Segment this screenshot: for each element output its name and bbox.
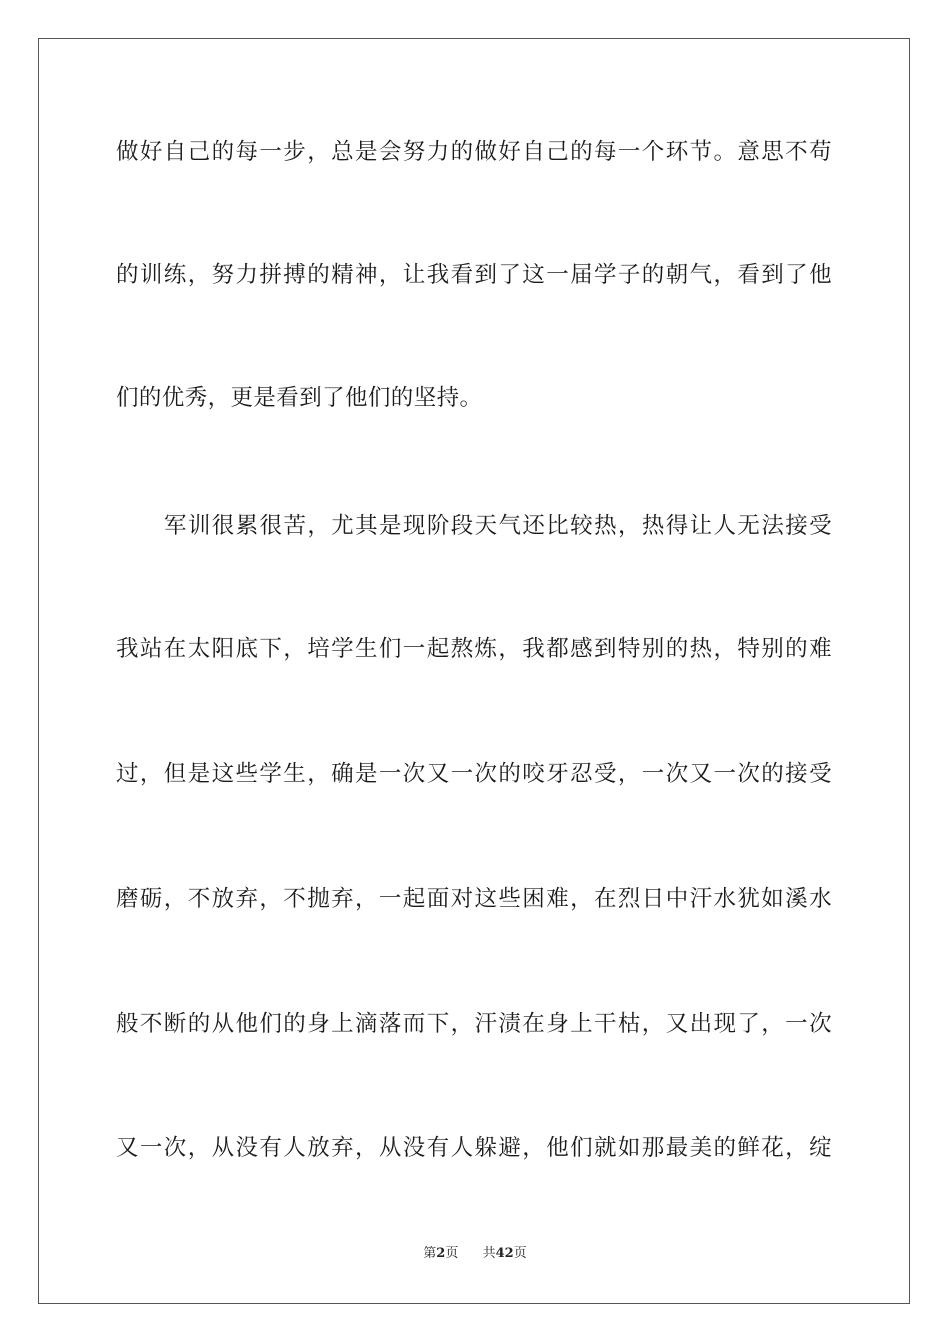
body-text-line: 般不断的从他们的身上滴落而下，汗渍在身上干枯，又出现了，一次 — [116, 1011, 832, 1037]
body-text-line: 们的优秀，更是看到了他们的坚持。 — [116, 385, 483, 411]
body-text-line: 做好自己的每一步，总是会努力的做好自己的每一个环节。意思不苟 — [116, 139, 832, 165]
page-prefix: 第 — [423, 1246, 437, 1261]
body-text-line: 的训练，努力拼搏的精神，让我看到了这一届学子的朝气，看到了他 — [116, 262, 832, 288]
page-footer — [0, 1246, 950, 1262]
total-prefix: 共 — [482, 1246, 496, 1261]
body-text-line: 又一次，从没有人放弃，从没有人躲避，他们就如那最美的鲜花，绽 — [116, 1135, 832, 1161]
page-suffix: 页 — [445, 1246, 459, 1261]
body-text-line: 磨砺，不放弃，不抛弃，一起面对这些困难，在烈日中汗水犹如溪水 — [116, 886, 832, 912]
body-text-line: 我站在太阳底下，培学生们一起熬炼，我都感到特别的热，特别的难 — [116, 636, 832, 662]
page-border — [38, 38, 910, 1304]
total-suffix: 页 — [513, 1246, 527, 1261]
body-text-line: 过，但是这些学生，确是一次又一次的咬牙忍受，一次又一次的接受 — [116, 761, 832, 787]
body-text-line: 军训很累很苦，尤其是现阶段天气还比较热，热得让人无法接受 — [164, 513, 832, 539]
page-number: 2 — [436, 1246, 446, 1261]
total-pages: 42 — [495, 1246, 514, 1261]
